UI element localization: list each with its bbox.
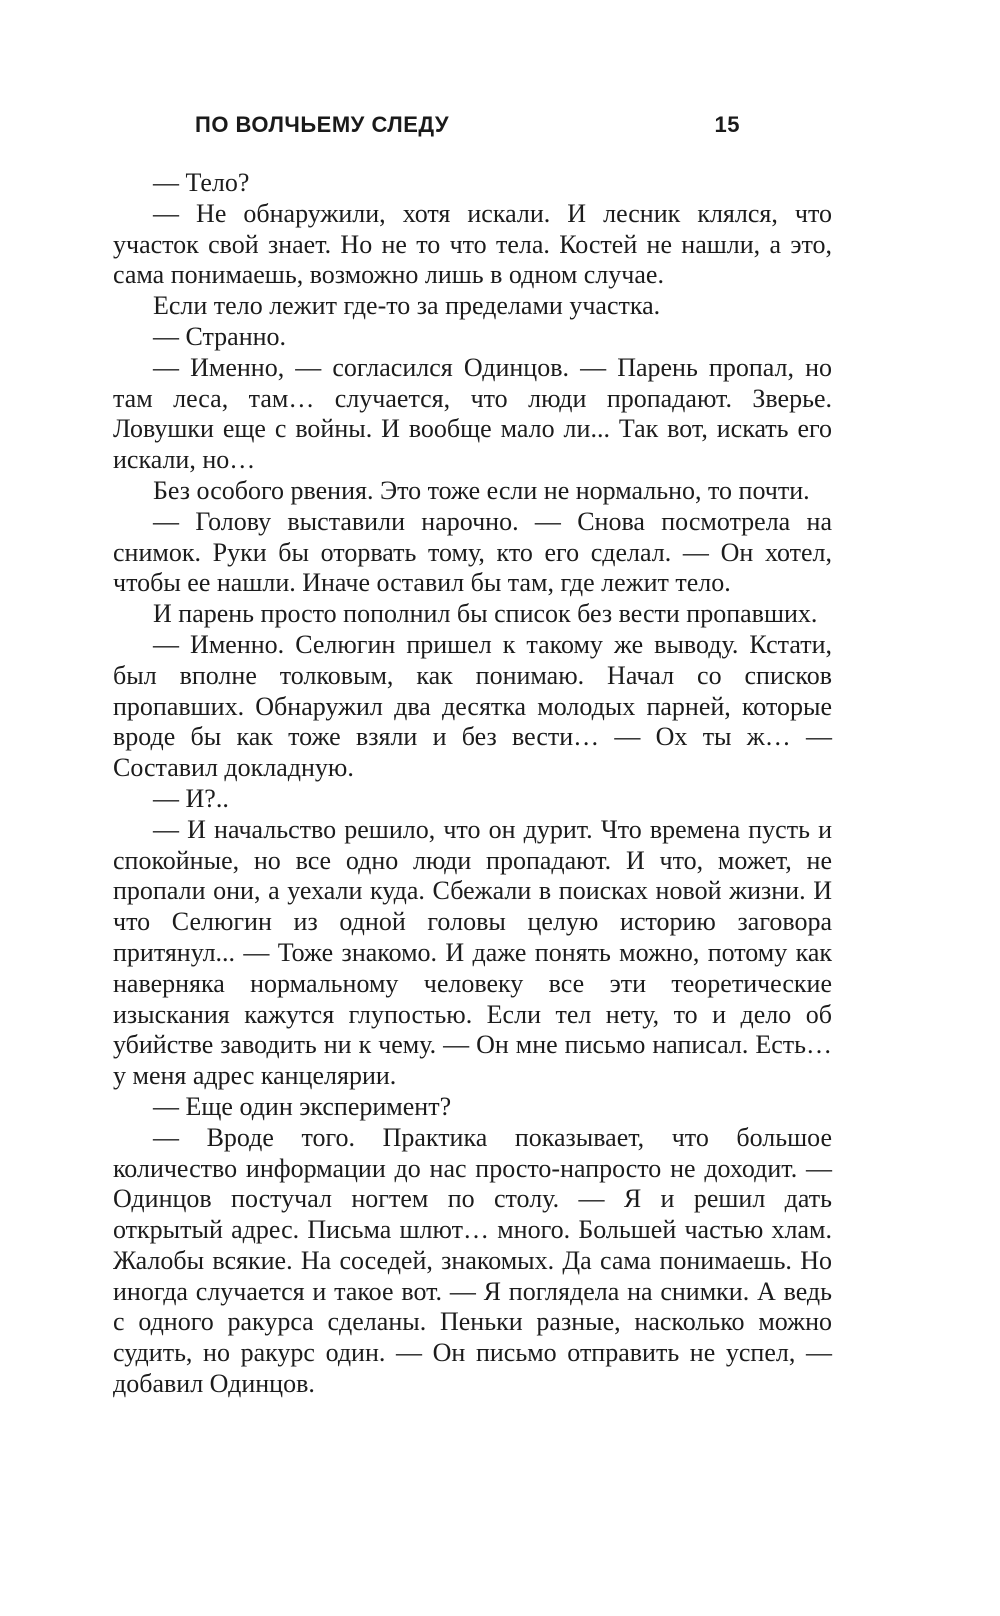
paragraph: И парень просто пополнил бы список без вести пропавших. bbox=[153, 599, 818, 629]
paragraph: — Странно. bbox=[153, 321, 287, 351]
paragraph: — Вроде того. Практика показывает, что большое количество информации до нас просто-напросто не доходит. — Одинцов постучал ногтем по столу. — Я и решил дать открытый адрес. Письма шлют… много. Большей частью хлам. Жалобы всякие. На соседей, знакомых. Да сама понимаешь. Но иногда случается и такое вот. — Я поглядела на снимки. А ведь с одного ракурса сделаны. Пеньки разные, насколько можно судить, но ракурс один. — Он письмо отправить не успел, — добавил Одинцов. bbox=[113, 1122, 832, 1399]
paragraph: Без особого рвения. Это тоже если не нормально, то почти. bbox=[153, 475, 810, 505]
running-head bbox=[113, 112, 832, 138]
paragraph: — Еще один эксперимент? bbox=[153, 1091, 452, 1121]
paragraph: — И начальство решило, что он дурит. Что времена пусть и спокойные, но все одно люди пропадают. И что, может, не пропали они, а уехали куда. Сбежали в поисках новой жизни. И что Селюгин из одной головы целую историю заговора притянул... — Тоже знакомо. И даже понять можно, потому как наверняка нормальному человеку все эти теоретические изыскания кажутся глупостью. Если тел нету, то и дело об убийстве заводить ни к чему. — Он мне письмо написал. Есть… у меня адрес канцелярии. bbox=[113, 814, 832, 1091]
paragraph: Если тело лежит где-то за пределами участка. bbox=[153, 291, 661, 321]
paragraph: — И?.. bbox=[153, 783, 229, 813]
body-text bbox=[113, 168, 832, 1400]
paragraph: — Именно. Селюгин пришел к такому же выводу. Кстати, был вполне толковым, как понимаю. Начал со списков пропавших. Обнаружил два десятка молодых парней, которые вроде бы как тоже взяли и без вести… — Ох ты ж… — Составил докладную. bbox=[113, 629, 832, 783]
paragraph: — Именно, — согласился Одинцов. — Парень пропал, но там леса, там… случается, что люди пропадают. Зверье. Ловушки еще с войны. И вообще мало ли... Так вот, искать его искали, но… bbox=[113, 352, 832, 475]
paragraph: — Голову выставили нарочно. — Снова посмотрела на снимок. Руки бы оторвать тому, кто его сделал. — Он хотел, чтобы ее нашли. Иначе оставил бы там, где лежит тело. bbox=[113, 506, 832, 598]
page-number: 15 bbox=[714, 112, 740, 137]
paragraph: — Тело? bbox=[153, 168, 250, 197]
paragraph: — Не обнаружили, хотя искали. И лесник клялся, что участок свой знает. Но не то что тела. Костей не нашли, а это, сама понимаешь, возможно лишь в одном случае. bbox=[113, 198, 832, 290]
running-title: ПО ВОЛЧЬЕМУ СЛЕДУ bbox=[195, 112, 450, 137]
